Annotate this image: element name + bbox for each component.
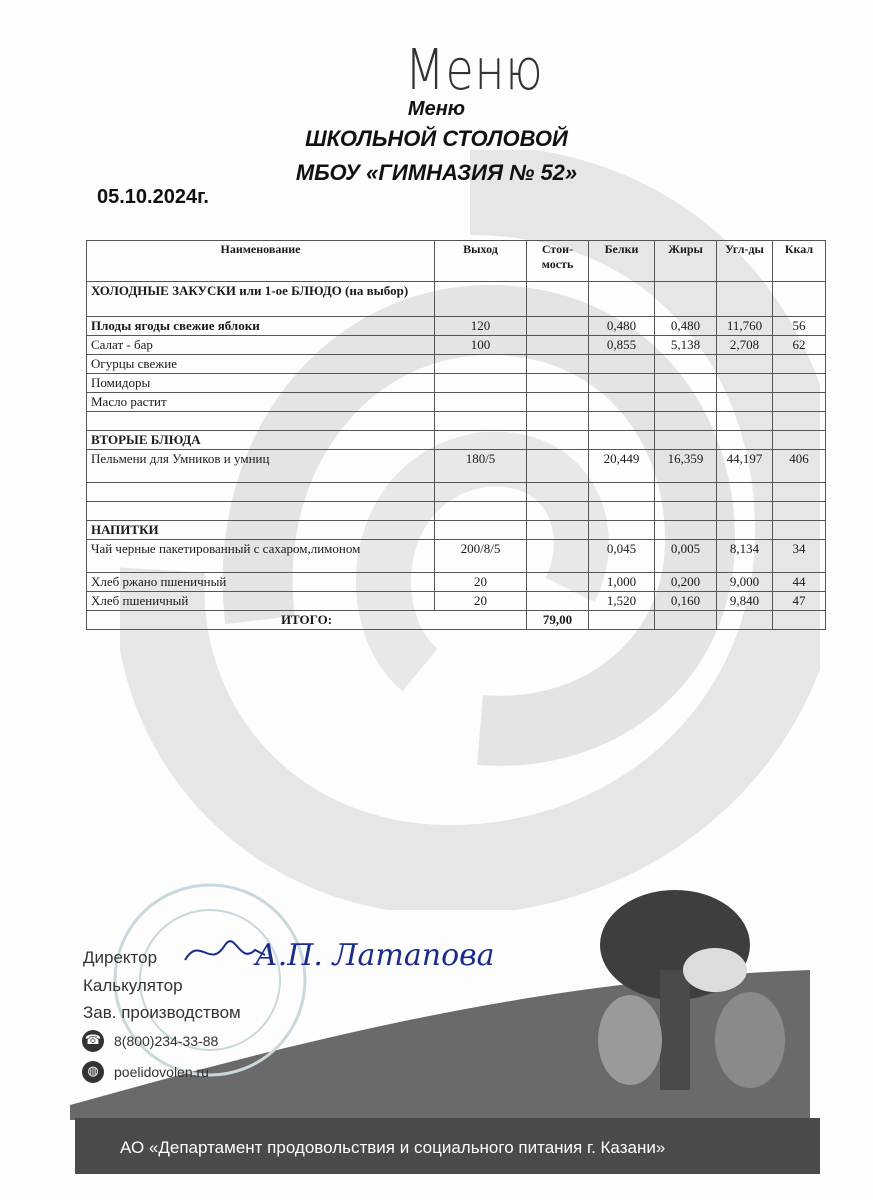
row-value-cell [717,282,773,317]
table-row [87,355,826,374]
website-link[interactable]: poelidovolen.ru [114,1064,209,1080]
row-name-cell: ХОЛОДНЫЕ ЗАКУСКИ или 1-ое БЛЮДО (на выбор) [87,282,435,317]
row-value-cell [717,393,773,412]
row-value-cell [717,412,773,431]
row-value-cell [655,355,717,374]
row-value-cell: 180/5 [435,450,527,483]
row-value-cell: 16,359 [655,450,717,483]
table-row [87,431,826,450]
table-row [87,483,826,502]
row-value-cell: 20 [435,573,527,592]
row-value-cell: 20 [435,592,527,611]
role-director: Директор [83,948,158,967]
row-value-cell: 8,134 [717,540,773,573]
row-name-cell: Чай черные пакетированный с сахаром,лимоном [87,540,435,573]
row-value-cell: 2,708 [717,336,773,355]
row-value-cell [527,483,589,502]
row-value-cell [527,431,589,450]
row-value-cell [717,521,773,540]
row-value-cell [589,412,655,431]
row-name-cell [87,412,435,431]
row-value-cell [527,317,589,336]
row-value-cell [717,374,773,393]
row-name-cell: Плоды ягоды свежие яблоки [87,317,435,336]
table-row [87,450,826,483]
row-value-cell: 9,840 [717,592,773,611]
table-header-row [87,241,826,282]
row-value-cell [527,374,589,393]
column-header: Белки [589,241,655,282]
row-value-cell [655,374,717,393]
row-value-cell [773,355,826,374]
row-value-cell: 0,160 [655,592,717,611]
row-value-cell [527,450,589,483]
row-value-cell: 406 [773,450,826,483]
total-row [87,611,826,630]
row-value-cell [435,412,527,431]
row-value-cell [655,483,717,502]
row-value-cell [527,592,589,611]
row-value-cell: 0,005 [655,540,717,573]
row-value-cell [527,336,589,355]
row-name-cell: Хлеб пшеничный [87,592,435,611]
row-name-cell: ВТОРЫЕ БЛЮДА [87,431,435,450]
row-value-cell: 0,200 [655,573,717,592]
row-value-cell [655,412,717,431]
row-value-cell: 34 [773,540,826,573]
row-value-cell [435,431,527,450]
row-value-cell [527,521,589,540]
table-row [87,412,826,431]
column-header: Жиры [655,241,717,282]
row-name-cell: НАПИТКИ [87,521,435,540]
table-row [87,502,826,521]
row-value-cell: 0,480 [655,317,717,336]
empty-cell [655,611,717,630]
column-header: Стои-мость [527,241,589,282]
row-value-cell [773,483,826,502]
row-value-cell [717,483,773,502]
row-value-cell [655,521,717,540]
row-name-cell: Огурцы свежие [87,355,435,374]
row-value-cell [527,355,589,374]
row-value-cell: 20,449 [589,450,655,483]
row-value-cell [527,282,589,317]
globe-icon: ◍ [82,1061,104,1083]
row-value-cell [773,393,826,412]
row-value-cell [773,282,826,317]
table-row [87,393,826,412]
row-value-cell [435,393,527,412]
handwritten-title: Меню [405,38,544,103]
table-row [87,374,826,393]
row-value-cell [773,412,826,431]
row-value-cell: 44 [773,573,826,592]
row-value-cell: 100 [435,336,527,355]
row-value-cell: 5,138 [655,336,717,355]
title-menu: Меню [407,98,466,120]
row-value-cell [717,502,773,521]
title-school: МБОУ «ГИМНАЗИЯ № 52» [295,160,578,185]
row-name-cell: Хлеб ржано пшеничный [87,573,435,592]
row-value-cell [655,431,717,450]
total-label: ИТОГО: [87,611,527,630]
row-value-cell: 62 [773,336,826,355]
row-value-cell [655,282,717,317]
row-value-cell [589,502,655,521]
row-value-cell [435,521,527,540]
row-value-cell: 0,480 [589,317,655,336]
row-value-cell [589,393,655,412]
row-value-cell [773,374,826,393]
column-header: Ккал [773,241,826,282]
row-value-cell: 44,197 [717,450,773,483]
row-value-cell: 200/8/5 [435,540,527,573]
row-value-cell [589,355,655,374]
row-value-cell: 11,760 [717,317,773,336]
table-row [87,573,826,592]
phone-number: 8(800)234-33-88 [114,1033,219,1049]
row-value-cell [527,502,589,521]
director-signature: А.П. Латапова [255,938,495,973]
row-value-cell [527,573,589,592]
empty-cell [589,611,655,630]
menu-date: 05.10.2024г. [97,186,209,208]
row-value-cell: 1,520 [589,592,655,611]
row-value-cell [527,393,589,412]
phone-icon: ☎ [82,1030,104,1052]
row-value-cell: 56 [773,317,826,336]
column-header: Выход [435,241,527,282]
row-value-cell: 0,855 [589,336,655,355]
empty-cell [773,611,826,630]
row-value-cell: 47 [773,592,826,611]
row-value-cell [773,521,826,540]
row-value-cell [589,431,655,450]
row-value-cell [435,502,527,521]
role-calculator: Калькулятор [83,976,183,995]
empty-cell [717,611,773,630]
role-production-head: Зав. производством [83,1003,241,1022]
row-value-cell [589,374,655,393]
row-value-cell: 120 [435,317,527,336]
row-value-cell [589,282,655,317]
row-name-cell: Помидоры [87,374,435,393]
row-value-cell: 1,000 [589,573,655,592]
column-header: Угл-ды [717,241,773,282]
row-name-cell: Пельмени для Умников и умниц [87,450,435,483]
row-value-cell [717,431,773,450]
row-value-cell: 0,045 [589,540,655,573]
row-name-cell [87,502,435,521]
menu-table [86,240,826,630]
row-value-cell [589,521,655,540]
row-value-cell [435,282,527,317]
organization-name: АО «Департамент продовольствия и социального питания г. Казани» [120,1138,666,1157]
row-value-cell [655,393,717,412]
table-row [87,521,826,540]
row-value-cell [655,502,717,521]
row-value-cell [527,540,589,573]
row-name-cell: Масло растит [87,393,435,412]
row-value-cell [773,431,826,450]
total-value: 79,00 [527,611,589,630]
title-canteen: ШКОЛЬНОЙ СТОЛОВОЙ [305,126,568,151]
row-value-cell [717,355,773,374]
row-name-cell [87,483,435,502]
row-value-cell [527,412,589,431]
row-value-cell [773,502,826,521]
table-row [87,592,826,611]
row-name-cell: Салат - бар [87,336,435,355]
row-value-cell [435,483,527,502]
table-row [87,282,826,317]
row-value-cell [589,483,655,502]
table-row [87,540,826,573]
row-value-cell: 9,000 [717,573,773,592]
row-value-cell [435,355,527,374]
column-header: Наименование [87,241,435,282]
table-row [87,336,826,355]
table-row [87,317,826,336]
row-value-cell [435,374,527,393]
